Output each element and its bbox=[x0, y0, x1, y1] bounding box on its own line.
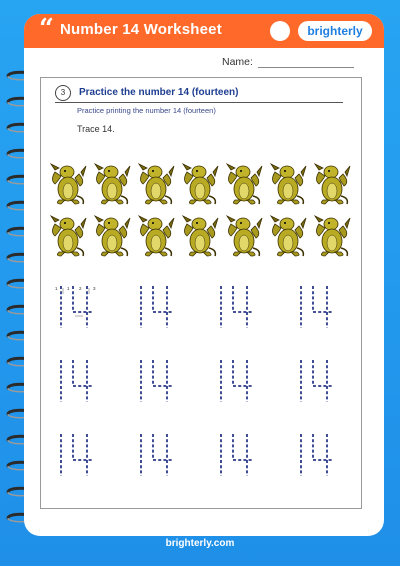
guide-number: 3 bbox=[93, 286, 96, 291]
trace-digits-14[interactable] bbox=[133, 430, 177, 480]
trace-digits-14[interactable] bbox=[293, 282, 337, 332]
trace-digits-14[interactable] bbox=[293, 430, 337, 480]
worksheet-title: Number 14 Worksheet bbox=[60, 21, 222, 38]
dragon-icon bbox=[137, 214, 175, 258]
trace-digits-14[interactable] bbox=[53, 356, 97, 406]
section-subtitle: Practice printing the number 14 (fourteen) bbox=[77, 106, 216, 115]
brighterly-logo[interactable]: brighterly bbox=[298, 21, 372, 41]
circle-icon bbox=[270, 21, 290, 41]
dragon-icon bbox=[49, 162, 87, 206]
trace-digits-14[interactable] bbox=[213, 356, 257, 406]
section-title: Practice the number 14 (fourteen) bbox=[79, 87, 239, 98]
name-label: Name: bbox=[222, 56, 253, 68]
dragon-icon bbox=[93, 162, 131, 206]
trace-label: Trace 14. bbox=[77, 124, 115, 134]
quote-icon: “ bbox=[39, 14, 54, 44]
dragon-icon bbox=[269, 214, 307, 258]
dragon-grid bbox=[49, 162, 359, 262]
footer-url[interactable]: brighterly.com bbox=[165, 538, 235, 549]
worksheet-card bbox=[24, 14, 384, 536]
dragon-icon bbox=[313, 162, 351, 206]
trace-digits-14[interactable] bbox=[213, 430, 257, 480]
dragon-icon bbox=[49, 214, 87, 258]
section-divider bbox=[55, 102, 343, 103]
guide-number: 2 bbox=[79, 286, 82, 291]
dragon-icon bbox=[225, 162, 263, 206]
trace-digits-14[interactable] bbox=[53, 430, 97, 480]
exercise-box bbox=[40, 77, 362, 509]
dragon-icon bbox=[181, 162, 219, 206]
dragon-icon bbox=[269, 162, 307, 206]
name-line[interactable] bbox=[258, 67, 354, 68]
trace-digits-14[interactable] bbox=[53, 282, 97, 332]
worksheet-header bbox=[24, 14, 384, 48]
trace-digits-14[interactable] bbox=[293, 356, 337, 406]
section-number: 3 bbox=[55, 85, 71, 101]
dragon-icon bbox=[181, 214, 219, 258]
trace-grid bbox=[53, 282, 353, 502]
trace-digits-14[interactable] bbox=[133, 356, 177, 406]
trace-digits-14[interactable] bbox=[213, 282, 257, 332]
dragon-icon bbox=[225, 214, 263, 258]
trace-digits-14[interactable] bbox=[133, 282, 177, 332]
guide-number: 1 bbox=[67, 286, 70, 291]
dragon-icon bbox=[93, 214, 131, 258]
dragon-icon bbox=[137, 162, 175, 206]
dragon-icon bbox=[313, 214, 351, 258]
guide-number: 1 bbox=[55, 286, 58, 291]
